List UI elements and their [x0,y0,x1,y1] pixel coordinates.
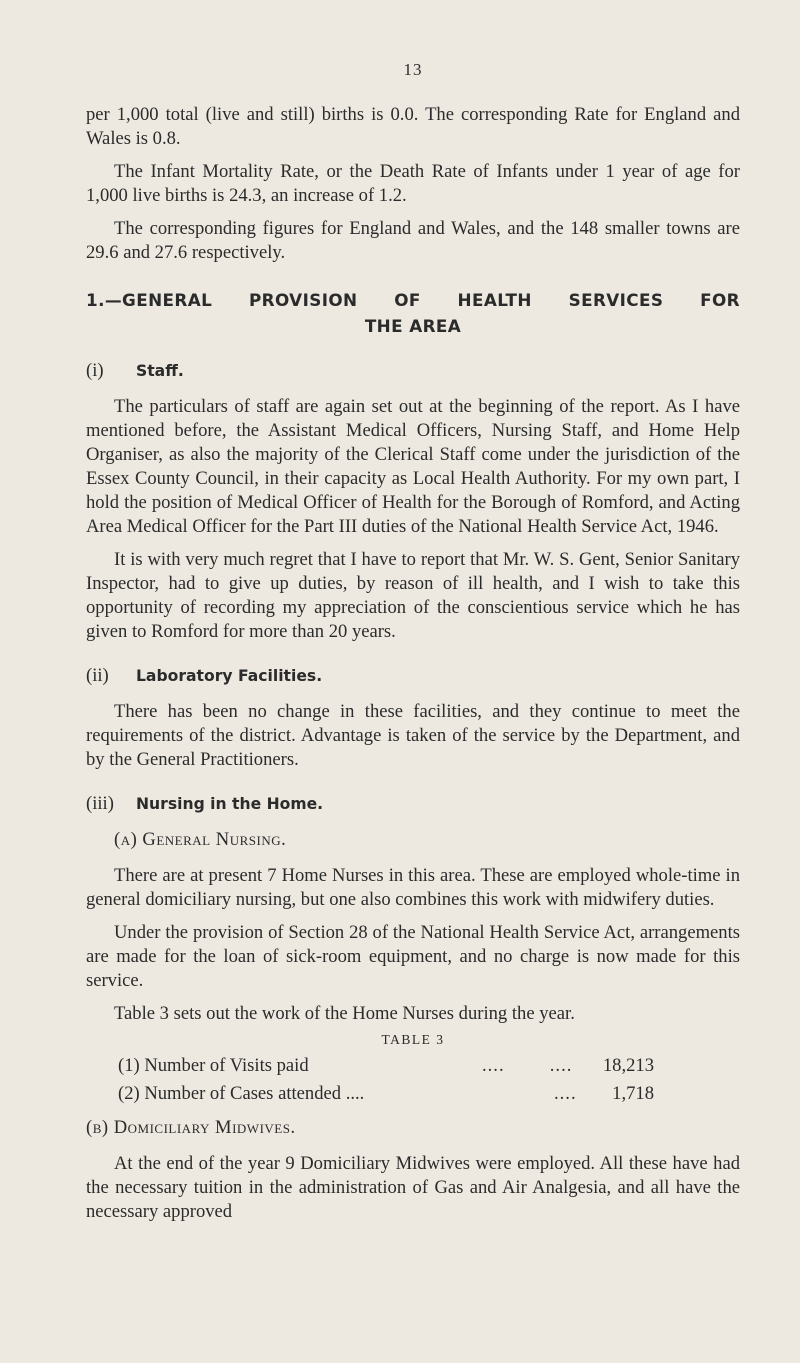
table-row-label: (1) Number of Visits paid [118,1055,309,1076]
paragraph-laboratory: There has been no change in these facilities, and they continue to meet the requirements of the district. Advantage is taken of the service by the Department, and by the General Practitioners. [86,701,740,770]
paragraph-staff-particulars: The particulars of staff are again set out at the beginning of the report. As I have mentioned before, the Assistant Medical Officers, Nursing Staff, and Home Help Organiser, as also the majority of the Clerical Staff come under the jurisdiction of the Essex County Council, in their capacity as Local Health Authority. For my own part, I hold the position of Medical Officer of Health for the Borough of Romford, and Acting Area Medical Officer for the Part III duties of the National Health Service Act, 1946. [86,396,740,537]
paragraph-sick-room-equipment: Under the provision of Section 28 of the National Health Service Act, arrangements are made for the loan of sick-room equipment, and no charge is now made for this service. [86,922,740,991]
paragraph-staff-retirement: It is with very much regret that I have to report that Mr. W. S. Gent, Senior Sanitary Inspector, had to give up duties, by reason of ill health, and I wish to take this opportunity of recording my appreciation of the conscientious service which he has given to Romford for more than 20 years. [86,549,740,642]
table-row-value: 1,718 [612,1083,654,1104]
subheading-numeral: (i) [86,360,104,381]
subheading-nursing [86,792,740,816]
paragraph-home-nurses: There are at present 7 Home Nurses in this area. These are employed whole-time in general domiciliary nursing, but one also combines this work with midwifery duties. [86,865,740,910]
paragraph-infant-mortality: The Infant Mortality Rate, or the Death Rate of Infants under 1 year of age for 1,000 live births is 24.3, an increase of 1.2. [86,161,740,206]
subsection-general-nursing: (a) General Nursing. [114,829,287,850]
section-heading [86,287,740,339]
table-row-value: 18,213 [602,1055,654,1076]
subheading-label: Staff. [136,362,184,380]
subheading-numeral: (ii) [86,665,109,686]
section-heading-line-1: 1.—GENERAL PROVISION OF HEALTH SERVICES FOR [86,290,740,310]
subheading-numeral: (iii) [86,793,114,814]
paragraph-table-intro: Table 3 sets out the work of the Home Nurses during the year. [114,1003,575,1024]
subheading-staff [86,359,740,383]
table-3 [86,1052,740,1108]
subheading-laboratory [86,664,740,688]
section-heading-line-2: THE AREA [364,316,462,336]
table-row [86,1080,740,1108]
document-page [86,60,740,1224]
paragraph-midwives: At the end of the year 9 Domiciliary Midwives were employed. All these have had the necessary tuition in the administration of Gas and Air Analgesia, and all have the necessary approved [86,1153,740,1222]
page-number: 13 [403,60,423,79]
subheading-label: Laboratory Facilities. [136,667,323,685]
table-row-leader-dots: .... .... [482,1055,573,1076]
paragraph-comparison-figures: The corresponding figures for England and Wales, and the 148 smaller towns are 29.6 and 27.6 respectively. [86,218,740,263]
subsection-domiciliary-midwives: (b) Domiciliary Midwives. [86,1117,296,1138]
table-row [86,1052,740,1080]
table-row-label: (2) Number of Cases attended .... [118,1083,365,1104]
table-row-leader-dots: .... [554,1083,577,1104]
subheading-label: Nursing in the Home. [136,795,324,813]
table-title: TABLE 3 [381,1032,445,1047]
paragraph-stillbirth-rate: per 1,000 total (live and still) births is 0.0. The corresponding Rate for England and Wales is 0.8. [86,104,740,149]
